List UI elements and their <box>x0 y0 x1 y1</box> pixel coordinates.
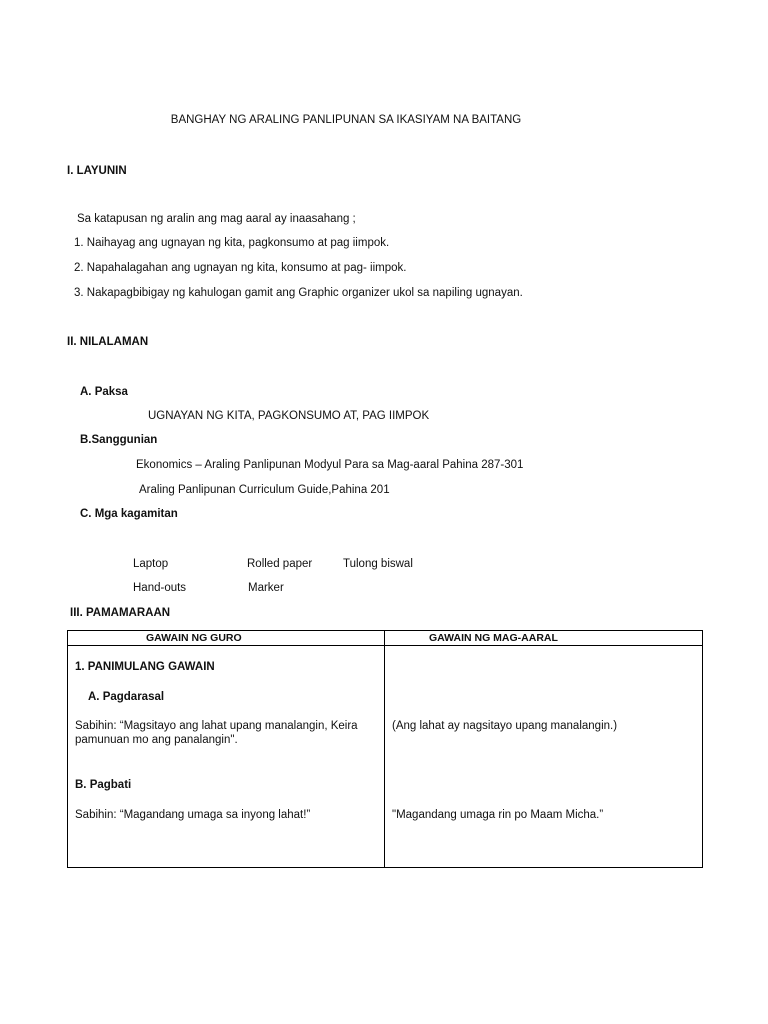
aaral-dasal-text: (Ang lahat ay nagsitayo upang manalangin.) <box>392 720 618 732</box>
guro-bati-text: Sabihin: “Magandang umaga sa inyong lahat!” <box>75 809 311 821</box>
kagamitan-item: Tulong biswal <box>343 558 413 570</box>
column-header-guro: GAWAIN NG GURO <box>68 631 385 646</box>
layunin-item: 3. Nakapagbibigay ng kahulogan gamit ang Graphic organizer ukol sa napiling ugnayan. <box>74 287 523 299</box>
sanggunian-label: B.Sanggunian <box>80 434 158 446</box>
magaaral-cell <box>385 646 703 868</box>
paksa-value: UGNAYAN NG KITA, PAGKONSUMO AT, PAG IIMPOK <box>148 410 430 422</box>
pamamaraan-heading: III. PAMAMARAAN <box>70 607 171 619</box>
kagamitan-item: Hand-outs <box>133 582 187 594</box>
nilalaman-heading: II. NILALAMAN <box>67 336 149 348</box>
kagamitan-item: Marker <box>248 582 284 594</box>
kagamitan-item: Laptop <box>133 558 169 570</box>
guro-cell <box>68 646 385 868</box>
document-title: BANGHAY NG ARALING PANLIPUNAN SA IKASIYAM NA BAITANG <box>170 114 522 126</box>
aaral-bati-text: "Magandang umaga rin po Maam Micha.” <box>392 809 604 821</box>
layunin-intro: Sa katapusan ng aralin ang mag aaral ay inaasahang ; <box>77 213 356 225</box>
pagbati-label: B. Pagbati <box>75 779 132 791</box>
column-header-magaaral: GAWAIN NG MAG-AARAL <box>385 631 703 646</box>
table-row <box>68 646 703 868</box>
layunin-heading: I. LAYUNIN <box>67 165 127 177</box>
paksa-label: A. Paksa <box>80 386 128 398</box>
layunin-item: 1. Naihayag ang ugnayan ng kita, pagkonsumo at pag iimpok. <box>74 237 390 249</box>
kagamitan-item: Rolled paper <box>247 558 313 570</box>
pamamaraan-table <box>67 630 703 868</box>
sanggunian-item: Araling Panlipunan Curriculum Guide,Pahina 201 <box>139 484 390 496</box>
layunin-item: 2. Napahalagahan ang ugnayan ng kita, konsumo at pag- iimpok. <box>74 262 407 274</box>
sanggunian-item: Ekonomics – Araling Panlipunan Modyul Para sa Mag-aaral Pahina 287-301 <box>136 459 524 471</box>
pagdarasal-label: A. Pagdarasal <box>88 691 165 703</box>
guro-dasal-text: Sabihin: “Magsitayo ang lahat upang manalangin, Keira pamunuan mo ang panalangin". <box>75 720 358 746</box>
table-header-row <box>68 631 703 646</box>
panimulang-heading: 1. PANIMULANG GAWAIN <box>75 661 215 673</box>
kagamitan-label: C. Mga kagamitan <box>80 508 178 520</box>
